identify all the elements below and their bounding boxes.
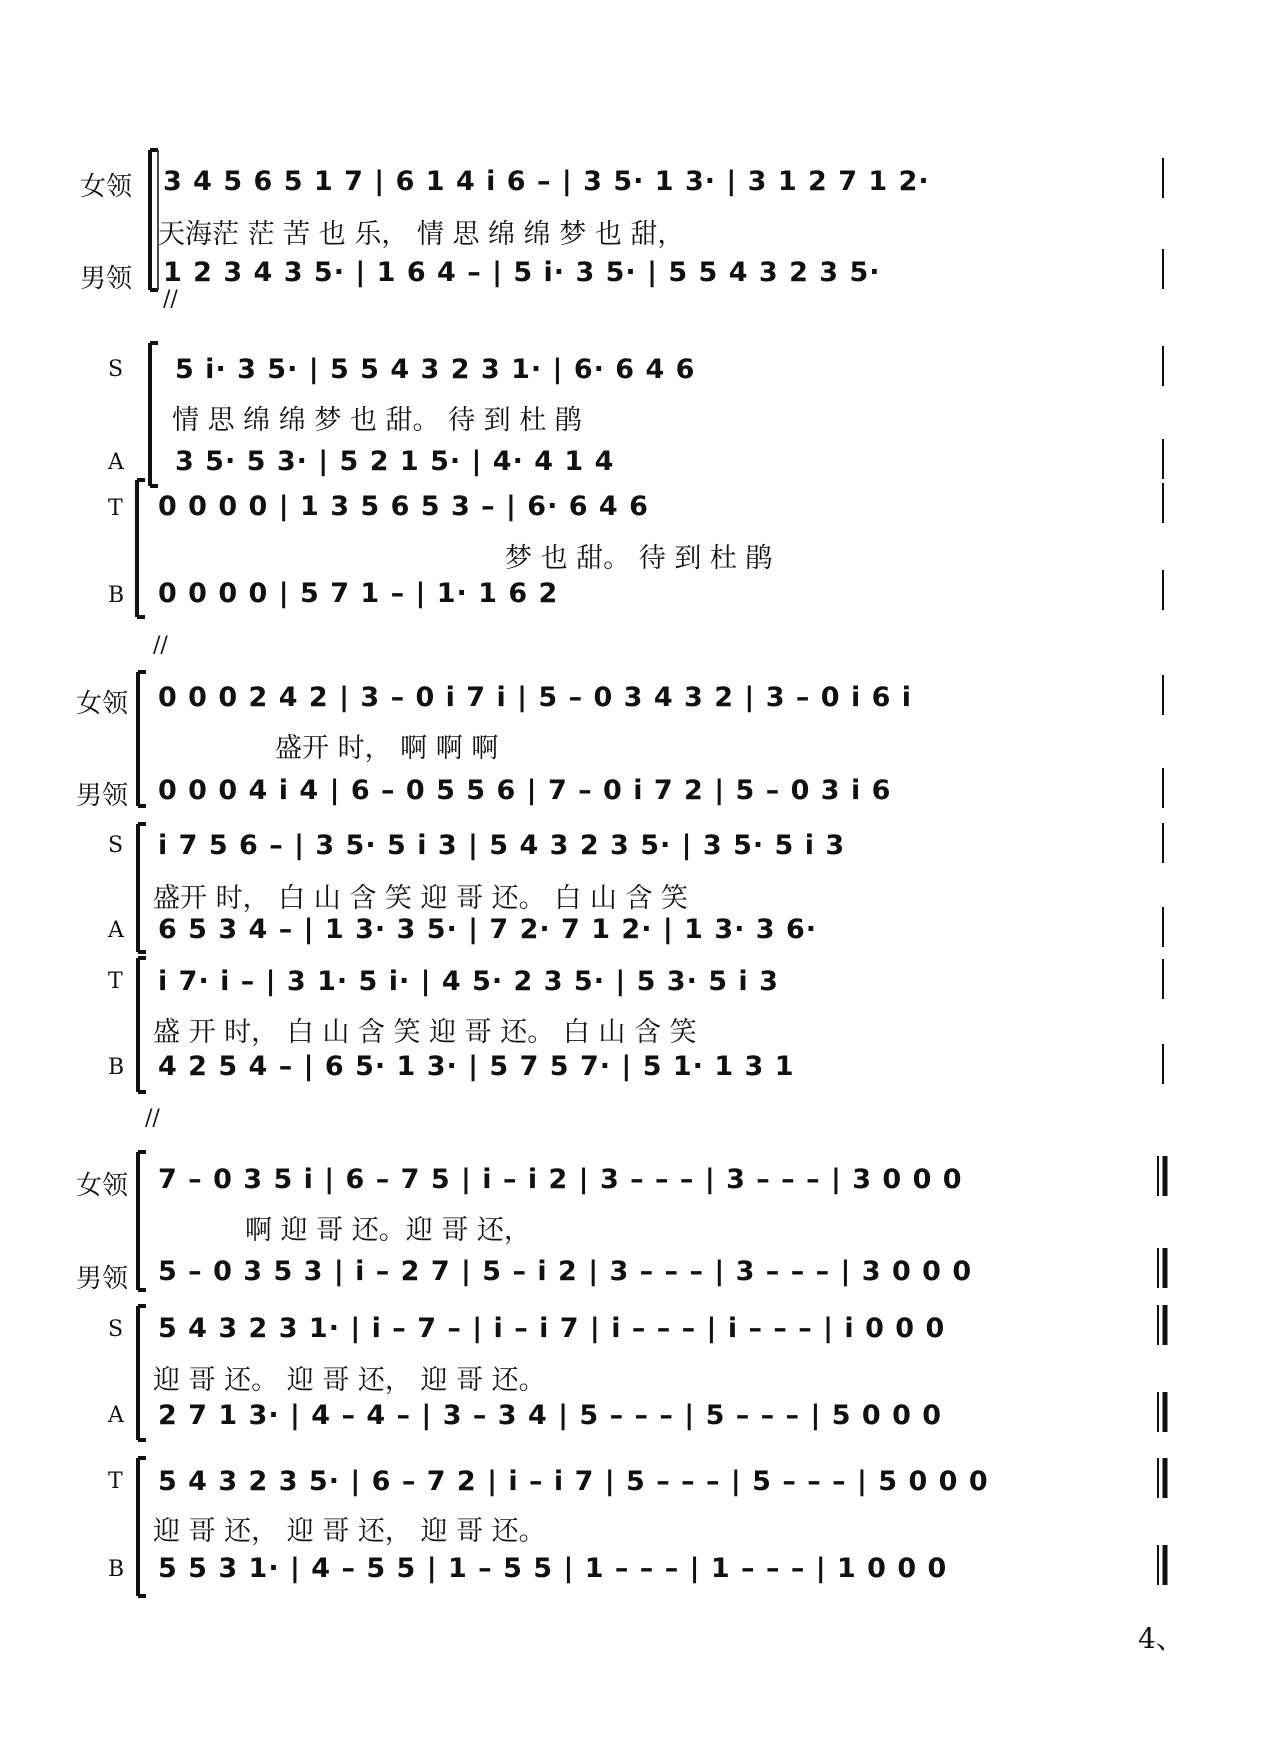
staff-notes: 4 2 5 4 – | 6 5· 1 3· | 5 7 5 7· | 5 1· 1 3 1 <box>158 1051 795 1082</box>
staff-notes: 3 5· 5 3· | 5 2 1 5· | 4· 4 1 4 <box>175 446 615 477</box>
staff-label: B <box>108 583 125 608</box>
staff-lyrics: 迎 哥 还， 迎 哥 还， 迎 哥 还。 <box>153 1516 546 1547</box>
staff-label: A <box>108 450 124 475</box>
system-bracket <box>150 343 158 486</box>
staff-label: 女领 <box>76 1171 129 1201</box>
staff-label: S <box>108 833 124 858</box>
system-bracket <box>138 1152 146 1290</box>
staff-label: 男领 <box>76 781 129 811</box>
staff-label: T <box>108 969 123 994</box>
staff-label: 男领 <box>76 1264 129 1294</box>
system-bracket <box>150 150 158 290</box>
staff-label: A <box>108 1403 124 1428</box>
staff-label: S <box>108 1317 124 1342</box>
staff-notes: i 7 5 6 – | 3 5· 5 i 3 | 5 4 3 2 3 5· | 3 5· 5 i 3 <box>158 830 846 861</box>
staff-label: B <box>108 1557 125 1582</box>
staff-label: S <box>108 357 124 382</box>
staff-label: B <box>108 1055 125 1080</box>
staff-notes: 5 4 3 2 3 5· | 6 – 7 2 | i – i 7 | 5 – – – | 5 – – – | 5 0 0 0 <box>158 1466 989 1497</box>
staff-notes: 5 i· 3 5· | 5 5 4 3 2 3 1· | 6· 6 4 6 <box>175 354 696 385</box>
staff-notes: 0 0 0 2 4 2 | 3 – 0 i 7 i | 5 – 0 3 4 3 2 | 3 – 0 i 6 i <box>158 682 913 713</box>
staff-notes: 0 0 0 0 | 1 3 5 6 5 3 – | 6· 6 4 6 <box>158 491 649 522</box>
staff-notes: i 7· i – | 3 1· 5 i· | 4 5· 2 3 5· | 5 3· 5 i 3 <box>158 966 779 997</box>
system-bracket <box>138 1458 146 1596</box>
staff-notes: 5 5 3 1· | 4 – 5 5 | 1 – 5 5 | 1 – – – | 1 – – – | 1 0 0 0 <box>158 1553 948 1584</box>
system-break-mark: // <box>163 287 178 312</box>
staff-label: 女领 <box>76 689 129 719</box>
staff-label: 女领 <box>80 172 133 202</box>
staff-notes: 3 4 5 6 5 1 7 | 6 1 4 i 6 – | 3 5· 1 3· | 3 1 2 7 1 2· <box>163 166 930 197</box>
system-break-mark: // <box>153 633 168 658</box>
staff-lyrics: 天海茫 茫 苦 也 乐， 情 思 绵 绵 梦 也 甜， <box>158 219 685 250</box>
system-bracket <box>138 824 146 952</box>
staff-lyrics: 盛开 时， 啊 啊 啊 <box>275 733 499 764</box>
staff-notes: 2 7 1 3· | 4 – 4 – | 3 – 3 4 | 5 – – – | 5 – – – | 5 0 0 0 <box>158 1400 943 1431</box>
staff-notes: 5 – 0 3 5 3 | i – 2 7 | 5 – i 2 | 3 – – – | 3 – – – | 3 0 0 0 <box>158 1256 973 1287</box>
system-bracket <box>138 1306 146 1440</box>
staff-label: T <box>108 496 123 521</box>
staff-notes: 0 0 0 4 i 4 | 6 – 0 5 5 6 | 7 – 0 i 7 2 | 5 – 0 3 i 6 <box>158 775 892 806</box>
staff-lyrics: 盛开 时， 白 山 含 笑 迎 哥 还。 白 山 含 笑 <box>153 883 688 914</box>
staff-lyrics: 啊 迎 哥 还。迎 哥 还， <box>245 1215 531 1246</box>
staff-notes: 5 4 3 2 3 1· | i – 7 – | i – i 7 | i – – – | i – – – | i 0 0 0 <box>158 1313 946 1344</box>
staff-notes: 7 – 0 3 5 i | 6 – 7 5 | i – i 2 | 3 – – – | 3 – – – | 3 0 0 0 <box>158 1164 963 1195</box>
staff-lyrics: 迎 哥 还。 迎 哥 还， 迎 哥 还。 <box>153 1365 546 1396</box>
system-bracket <box>138 958 146 1092</box>
system-break-mark: // <box>145 1106 160 1131</box>
staff-lyrics: 梦 也 甜。 待 到 杜 鹃 <box>505 543 773 574</box>
staff-label: T <box>108 1469 123 1494</box>
staff-label: 男领 <box>80 264 133 294</box>
staff-notes: 1 2 3 4 3 5· | 1 6 4 – | 5 i· 3 5· | 5 5 4 3 2 3 5· <box>163 257 881 288</box>
system-bracket <box>137 480 145 617</box>
page-number: 4、 <box>1138 1622 1184 1655</box>
staff-notes: 6 5 3 4 – | 1 3· 3 5· | 7 2· 7 1 2· | 1 3· 3 6· <box>158 914 817 945</box>
staff-notes: 0 0 0 0 | 5 7 1 – | 1· 1 6 2 <box>158 578 559 609</box>
staff-lyrics: 情 思 绵 绵 梦 也 甜。 待 到 杜 鹃 <box>172 405 582 436</box>
staff-lyrics: 盛 开 时， 白 山 含 笑 迎 哥 还。 白 山 含 笑 <box>153 1017 697 1048</box>
system-bracket <box>138 672 146 806</box>
staff-label: A <box>108 918 124 943</box>
